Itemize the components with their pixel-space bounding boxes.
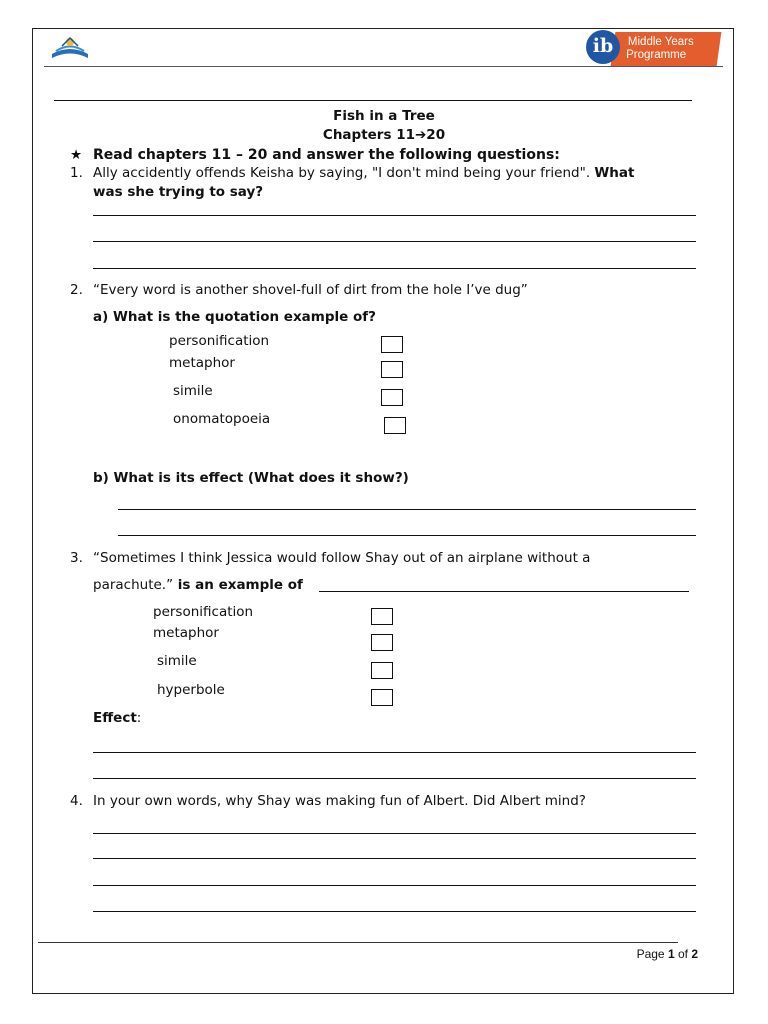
page-number [637, 947, 698, 961]
page-total: 2 [691, 947, 698, 961]
q1-text-bold: What [594, 165, 635, 181]
q2-answer-line[interactable] [118, 535, 696, 536]
q2-option-label: onomatopoeia [173, 411, 271, 427]
q3-option-checkbox[interactable] [371, 689, 393, 706]
worksheet-subtitle: Chapters 11➔20 [322, 127, 446, 143]
q3-option-checkbox[interactable] [371, 634, 393, 651]
q4-answer-line[interactable] [93, 885, 696, 886]
q3-number: 3. [70, 550, 83, 566]
ib-badge: ib [586, 30, 620, 64]
q2-option-label: personification [169, 333, 270, 349]
q1-answer-line[interactable] [93, 215, 696, 216]
q1-number: 1. [70, 165, 83, 181]
q3-effect-label [93, 710, 141, 726]
star-icon: ★ [70, 147, 83, 163]
school-logo-icon [48, 34, 92, 62]
q3-option-label: personification [153, 604, 254, 620]
q3-option-label: metaphor [153, 625, 219, 641]
page-word: Page [636, 947, 668, 961]
ib-programme-line1: Middle Years [627, 36, 694, 48]
ib-programme-line2: Programme [626, 49, 687, 61]
q4-answer-line[interactable] [93, 833, 696, 834]
name-line [54, 100, 692, 101]
q3-answer-line[interactable] [93, 778, 696, 779]
q3-quote-end: parachute.” [93, 577, 174, 593]
q3-example-of: is an example of [173, 577, 303, 593]
ib-myp-logo [586, 28, 722, 68]
q2-option-checkbox[interactable] [381, 361, 403, 378]
q3-blank-line[interactable] [319, 591, 689, 592]
q2-answer-line[interactable] [118, 509, 696, 510]
q4-answer-line[interactable] [93, 911, 696, 912]
q1-text [93, 165, 634, 181]
q3-option-checkbox[interactable] [371, 608, 393, 625]
q3-option-label: hyperbole [157, 682, 225, 698]
page-current: 1 [667, 947, 675, 961]
q3-answer-line[interactable] [93, 752, 696, 753]
q3-effect-colon: : [136, 710, 142, 726]
q3-quote-line1: “Sometimes I think Jessica would follow Shay out of an airplane without a [93, 550, 591, 566]
q2-quote: “Every word is another shovel-full of dirt from the hole I’ve dug” [93, 282, 528, 298]
q3-effect-word: Effect [93, 710, 137, 726]
q1-answer-line[interactable] [93, 241, 696, 242]
q2-part-a: a) What is the quotation example of? [93, 309, 376, 325]
q4-answer-line[interactable] [93, 858, 696, 859]
q2-number: 2. [70, 282, 83, 298]
q1-text-line2: was she trying to say? [93, 184, 264, 200]
q3-option-checkbox[interactable] [371, 662, 393, 679]
q2-option-label: simile [173, 383, 213, 399]
q4-number: 4. [70, 793, 83, 809]
ib-programme-band [611, 32, 722, 66]
q1-text-regular: Ally accidently offends Keisha by saying, "I don't mind being your friend". [93, 165, 595, 181]
q1-answer-line[interactable] [93, 268, 696, 269]
q4-text: In your own words, why Shay was making fun of Albert. Did Albert mind? [93, 793, 586, 809]
worksheet-title: Fish in a Tree [333, 108, 435, 124]
q2-option-checkbox[interactable] [384, 417, 406, 434]
q3-quote-line2 [93, 577, 303, 593]
q2-option-checkbox[interactable] [381, 389, 403, 406]
q3-option-label: simile [157, 653, 197, 669]
q2-part-b: b) What is its effect (What does it show?) [93, 470, 409, 486]
q2-option-label: metaphor [169, 355, 235, 371]
page-of: of [674, 947, 692, 961]
instruction: Read chapters 11 – 20 and answer the following questions: [93, 147, 560, 163]
footer-rule [38, 942, 678, 943]
q2-option-checkbox[interactable] [381, 336, 403, 353]
